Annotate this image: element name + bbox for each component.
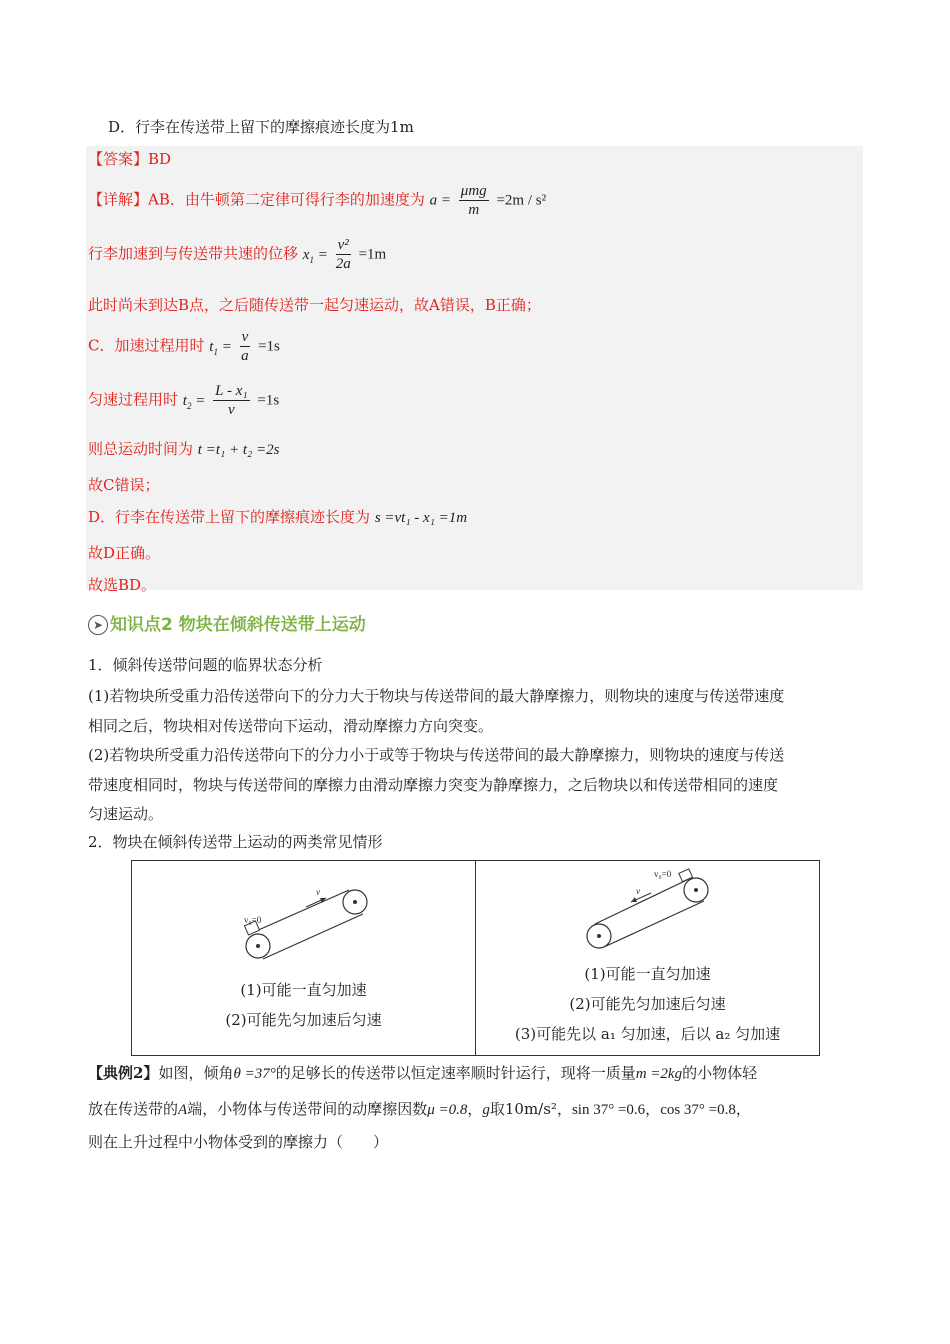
detail-accel [88,182,546,219]
section1-p2-line1: (2)若物块所受重力沿传送带向下的分力小于或等于物块与传送带间的最大静摩擦力，则物块的速度与传送 [88,746,785,764]
detail-total: 则总运动时间为 t =t₁ + t₂ =2s [88,440,280,458]
left-v0-label: v₀=0 [244,915,262,925]
section1-heading: 1．倾斜传送带问题的临界状态分析 [88,656,323,674]
uniform-fraction: $\frac{\text{L - x₁}}{v}$ [215,383,248,418]
x1-symbol: $x_1$ = [302,246,328,265]
left-case-cell [132,861,476,1056]
accel-a: a = [429,192,452,209]
knowledge-point-title: 知识点2 物块在倾斜传送带上运动 [110,615,366,635]
right-v0-label: v₀=0 [654,869,672,879]
section1-p1-line2: 相同之后，物块相对传送带向下运动，滑动摩擦力方向突变。 [88,717,494,735]
right-case-3: (3)可能先以 a₁ 匀加速，后以 a₂ 匀加速 [514,1025,781,1043]
section1-p2-line3: 匀速运动。 [88,805,164,823]
detail-d-right: 故D正确。 [88,544,161,562]
left-v-label: v [316,887,320,897]
example-line3: 则在上升过程中小物体受到的摩擦力（ ） [88,1133,389,1151]
example-line2: 放在传送带的A端，小物体与传送带间的动摩擦因数μ =0.8，g取10m/s²，sin 37° =0.6，cos 37° =0.8， [88,1100,751,1118]
right-v-label: v [636,886,640,896]
right-case-2: (2)可能先匀加速后匀速 [569,995,726,1013]
c-fraction: $\frac{v}{a}$ [241,329,249,364]
detail-displacement: 行李加速到与传送带共速的位移 $x_1$ = $\frac{\text{v²}}{2a}$ =1m [88,237,387,272]
right-conveyor-diagram [476,861,819,959]
detail-c: C．加速过程用时 $t_1$ = $\frac{v}{a}$ =1s [88,329,280,364]
comparison-table [131,860,820,1056]
arrow-circle-icon: ➤ [88,615,108,635]
disp-fraction: $\frac{\text{v²}}{2a}$ [335,237,351,272]
option-d: D．行李在传送带上留下的摩擦痕迹长度为1m [108,118,414,136]
detail-d: D．行李在传送带上留下的摩擦痕迹长度为 s =vt₁ - x₁ =1m [88,508,468,526]
left-case-2: (2)可能先匀加速后匀速 [225,1011,382,1029]
accel-result: =2m / s² [496,192,547,209]
detail-prefix: 【详解】AB．由牛顿第二定律可得行李的加速度为 [88,190,425,209]
left-case-1: (1)可能一直匀加速 [240,981,367,999]
section1-p2-line2: 带速度相同时，物块与传送带间的摩擦力由滑动摩擦力突变为静摩擦力，之后物块以和传送带相同的速度 [88,776,779,794]
detail-choose: 故选BD。 [88,576,157,594]
left-conveyor-diagram [132,861,475,971]
section2-heading: 2．物块在倾斜传送带上运动的两类常见情形 [88,833,383,851]
answer-label: 【答案】BD [88,150,172,168]
right-case-1: (1)可能一直匀加速 [584,965,711,983]
section1-p1-line1: (1)若物块所受重力沿传送带向下的分力大于物块与传送带间的最大静摩擦力，则物块的速度与传送带速度 [88,687,785,705]
example-label: 【典例2】 [88,1064,159,1082]
detail-uniform: 匀速过程用时 $t_2$ = $\frac{\text{L - x₁}}{v}$ =1s [88,383,280,418]
right-case-cell [476,861,820,1056]
detail-not-reached: 此时尚未到达B点，之后随传送带一起匀速运动，故A错误，B正确； [88,296,541,314]
knowledge-point-heading [88,610,366,636]
example-line1: 【典例2】如图，倾角θ =37°的足够长的传送带以恒定速率顺时针运行，现将一质量m =2kg的小物体轻 [88,1064,758,1082]
detail-c-wrong: 故C错误； [88,476,160,494]
accel-fraction: $\frac{\text{μmg}}{m}$ [460,183,487,218]
